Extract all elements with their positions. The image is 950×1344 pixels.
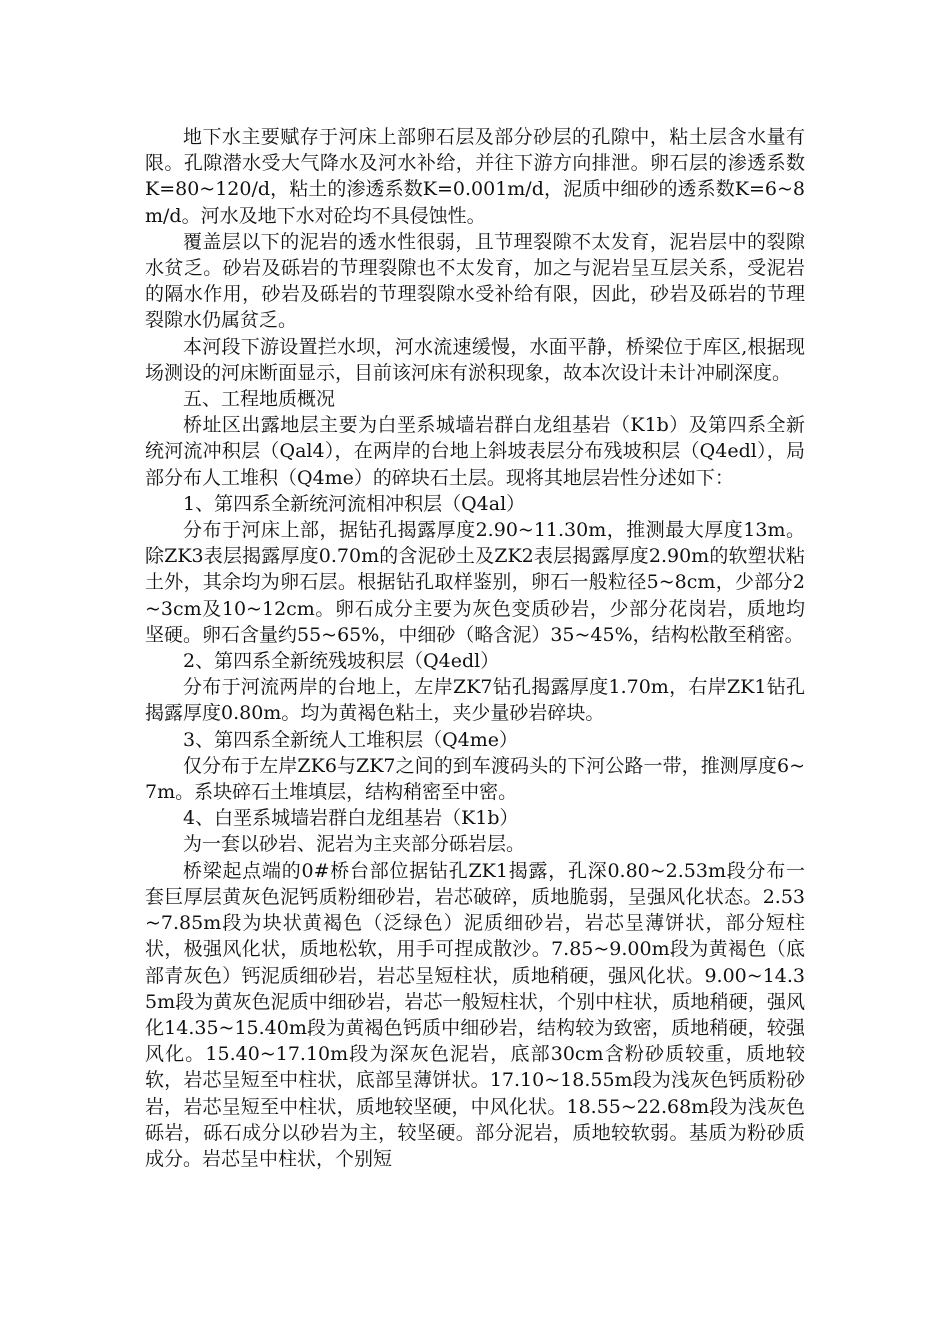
paragraph-q4me: 仅分布于左岸ZK6与ZK7之间的到车渡码头的下河公路一带，推测厚度6~7m。系块碎石土堆填层，结构稍密至中密。 (145, 754, 805, 804)
paragraph-q4edl: 分布于河流两岸的台地上，左岸ZK7钻孔揭露厚度1.70m，右岸ZK1钻孔揭露厚度0.80m。均为黄褐色粘土，夹少量砂岩碎块。 (145, 676, 805, 725)
paragraph-groundwater: 地下水主要赋存于河床上部卵石层及部分砂层的孔隙中，粘土层含水量有限。孔隙潜水受大气降水及河水补给，并往下游方向排泄。卵石层的渗透系数K=80~120/d，粘土的渗透系数K=0.001m/d，泥质中细砂的透系数K=6~8m/d。河水及地下水对砼均不具侵蚀性。 (145, 126, 805, 227)
paragraph-strata-overview: 桥址区出露地层主要为白垩系城墙岩群白龙组基岩（K1b）及第四系全新统河流冲积层（Qal4），在两岸的台地上斜坡表层分布残坡积层（Q4edl），局部分布人工堆积（Q4me）的碎块石土层。现将其地层岩性分述如下： (145, 414, 805, 489)
subheading-k1b: 4、白垩系城墙岩群白龙组基岩（K1b） (183, 807, 519, 830)
subheading-q4me: 3、第四系全新统人工堆积层（Q4me） (183, 728, 519, 751)
paragraph-q4al: 分布于河床上部，据钻孔揭露厚度2.90~11.30m，推测最大厚度13m。除ZK3表层揭露厚度0.70m的含泥砂土及ZK2表层揭露厚度2.90m的软塑状粘土外，其余均为卵石层。根据钻孔取样鉴别，卵石一般粒径5~8cm，少部分2~3cm及10~12cm。卵石成分主要为灰色变质砂岩，少部分花岗岩，质地均坚硬。卵石含量约55~65%，中细砂（略含泥）35~45%，结构松散至稍密。 (145, 519, 805, 646)
section-heading-geology: 五、工程地质概况 (183, 388, 336, 411)
paragraph-fissure-water: 覆盖层以下的泥岩的透水性很弱，且节理裂隙不太发育，泥岩层中的裂隙水贫乏。砂岩及砾岩的节理裂隙也不太发育，加之与泥岩呈互层关系，受泥岩的隔水作用，砂岩及砾岩的节理裂隙水受补给有限，因此，砂岩及砾岩的节理裂隙水仍属贫乏。 (145, 230, 805, 332)
document-body (145, 124, 805, 1172)
paragraph-scour-depth: 本河段下游设置拦水坝，河水流速缓慢，水面平静，桥梁位于库区,根据现场测设的河床断面显示，目前该河床有淤积现象，故本次设计未计冲刷深度。 (145, 335, 805, 384)
paragraph-zk1-borehole: 桥梁起点端的0#桥台部位据钻孔ZK1揭露，孔深0.80~2.53m段分布一套巨厚层黄灰色泥钙质粉细砂岩，岩芯破碎，质地脆弱，呈强风化状态。2.53~7.85m段为块状黄褐色（泛绿色）泥质细砂岩，岩芯呈薄饼状，部分短柱状，极强风化状，质地松软，用手可捏成散沙。7.85~9.00m段为黄褐色（底部青灰色）钙泥质细砂岩，岩芯呈短柱状，质地稍硬，强风化状。9.00~14.35m段为黄灰色泥质中细砂岩，岩芯一般短柱状，个别中柱状，质地稍硬，强风化14.35~15.40m段为黄褐色钙质中细砂岩，结构较为致密，质地稍硬，较强风化。15.40~17.10m段为深灰色泥岩，底部30cm含粉砂质较重，质地较软，岩芯呈短至中柱状，底部呈薄饼状。17.10~18.55m段为浅灰色钙质粉砂岩，岩芯呈短至中柱状，质地较坚硬，中风化状。18.55~22.68m段为浅灰色砾岩，砾石成分以砂岩为主，较坚硬。部分泥岩，质地较软弱。基质为粉砂质成分。岩芯呈中柱状，个别短 (145, 859, 805, 1170)
paragraph-k1b-summary: 为一套以砂岩、泥岩为主夹部分砾岩层。 (183, 833, 526, 856)
subheading-q4edl: 2、第四系全新统残坡积层（Q4edl） (183, 650, 500, 673)
subheading-q4al: 1、第四系全新统河流相冲积层（Q4al） (183, 492, 526, 515)
